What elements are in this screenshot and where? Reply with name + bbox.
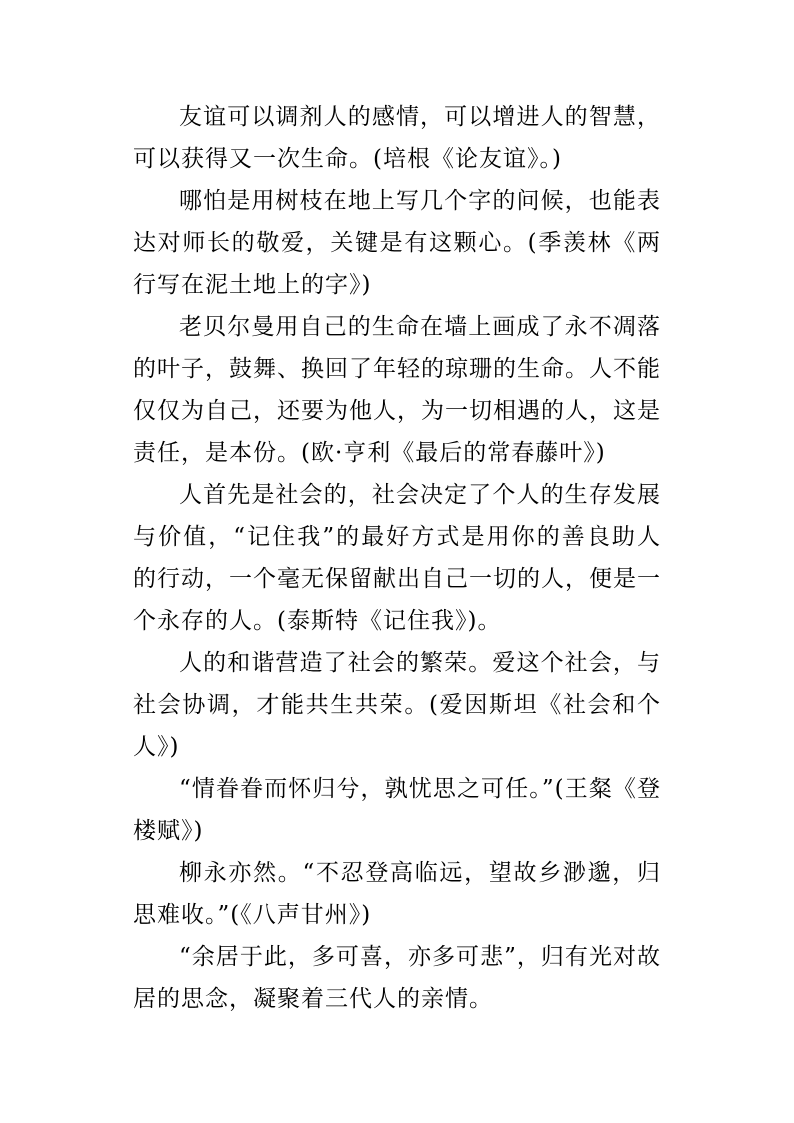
document-body [133,96,661,1020]
paragraph-society-harmony: 人的和谐营造了社会的繁荣。爱这个社会，与社会协调，才能共生共荣。(爱因斯坦《社会和个人》) [133,650,661,760]
paragraph-gui-youguang: “余居于此，多可喜，亦多可悲”，归有光对故居的思念，凝聚着三代人的亲情。 [133,944,661,1012]
paragraph-last-leaf: 老贝尔曼用自己的生命在墙上画成了永不凋落的叶子，鼓舞、换回了年轻的琼珊的生命。人不能仅仅为自己，还要为他人，为一切相遇的人，这是责任，是本份。(欧·亨利《最后的常春藤叶》) [133,314,661,466]
paragraph-teacher-respect: 哪怕是用树枝在地上写几个字的问候，也能表达对师长的敬爱，关键是有这颗心。(季羡林《两行写在泥土地上的字》) [133,188,661,298]
paragraph-liu-yong: 柳永亦然。“不忍登高临远，望故乡渺邈，归思难收。”(《八声甘州》) [133,860,661,928]
paragraph-friendship: 友谊可以调剂人的感情，可以增进人的智慧，可以获得又一次生命。(培根《论友谊》。) [133,104,661,172]
paragraph-remember-me: 人首先是社会的，社会决定了个人的生存发展与价值，“记住我”的最好方式是用你的善良助人的行动，一个毫无保留献出自己一切的人，便是一个永存的人。(泰斯特《记住我》)。 [133,482,661,634]
paragraph-tower-ode: “情眷眷而怀归兮，孰忧思之可任。”(王粲《登楼赋》) [133,776,661,844]
